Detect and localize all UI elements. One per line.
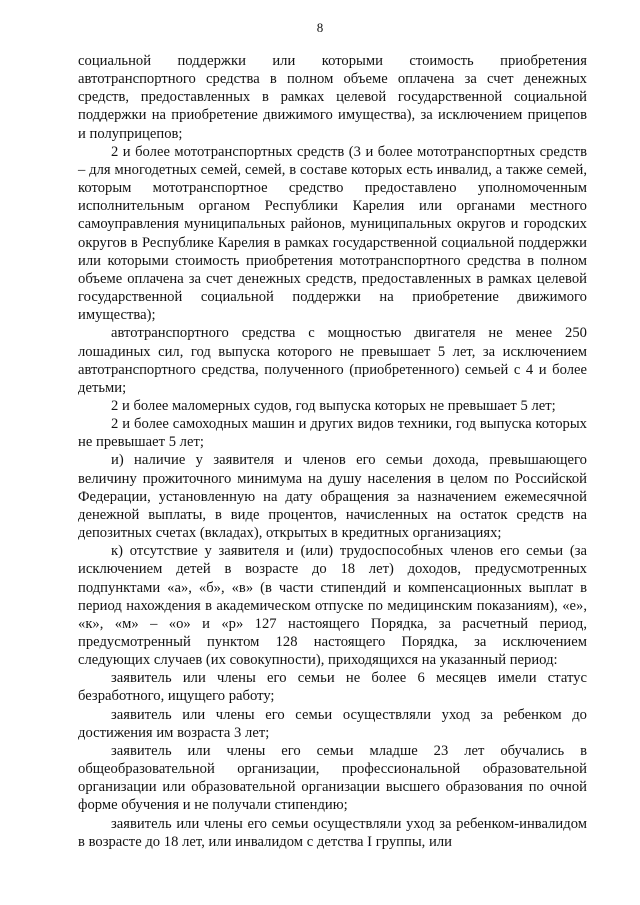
paragraph-self-propelled-machines: 2 и более самоходных машин и других видов техники, год выпуска которых не превышает 5 лет; [78,416,587,451]
paragraph-item-k: к) отсутствие у заявителя и (или) трудоспособных членов его семьи (за исключением детей в возрасте до 18 лет) доходов, предусмотренных подпунктами «а», «б», «в» (в части стипендий и компенсационных выплат в период нахождения в академическом отпуске по медицинским показаниям), «е», «к», «м» – «о» и «р» 127 настоящего Порядка, за расчетный период, предусмотренный пунктом 128 настоящего Порядка, за исключением следующих случаев (их совокупности), приходящихся на указанный период: [78,543,587,669]
paragraph-disabled-care: заявитель или члены его семьи осуществляли уход за ребенком-инвалидом в возрасте до 18 лет, или инвалидом с детства I группы, или [78,815,587,850]
paragraph-item-i: и) наличие у заявителя и членов его семьи дохода, превышающего величину прожиточного минимума на душу населения в целом по Российской Федерации, установленную на дату обращения за назначением ежемесячной денежной выплаты, в виде процентов, начисленных на остаток средств на депозитных счетах (вкладах), открытых в кредитных организациях; [78,452,587,542]
body-text [78,52,587,851]
paragraph-small-vessels: 2 и более маломерных судов, год выпуска которых не превышает 5 лет; [111,397,556,414]
paragraph-engine-power: автотранспортного средства с мощностью двигателя не менее 250 лошадиных сил, год выпуска которого не превышает 5 лет, за исключением автотранспортного средства, полученного (приобретенного) семьей с 4 и более детьми; [78,325,587,396]
paragraph-continuation: социальной поддержки или которыми стоимость приобретения автотранспортного средства в полном объеме оплачена за счет денежных средств, предоставленных в рамках целевой государственной социальной поддержки на приобретение движимого имущества), за исключением прицепов и полуприцепов; [78,53,587,142]
paragraph-child-care: заявитель или члены его семьи осуществляли уход за ребенком до достижения им возраста 3 лет; [78,706,587,741]
paragraph-unemployed: заявитель или члены его семьи не более 6 месяцев имели статус безработного, ищущего работу; [78,670,587,705]
paragraph-motor-vehicles: 2 и более мототранспортных средств (3 и более мототранспортных средств – для многодетных семей, семей, в составе которых есть инвалид, а также семей, которым мототранспортное средство предоставлено уполномоченным исполнительным органом Республики Карелия или органами местного самоуправления муниципальных районов, муниципальных округов и городских округов в Республике Карелия в рамках государственной социальной поддержки или которыми стоимость приобретения мототранспортного средства в полном объеме оплачена за счет денежных средств, предоставленных в рамках целевой государственной социальной поддержки на приобретение движимого имущества); [78,143,587,324]
page-number: 8 [316,20,324,35]
paragraph-full-time-study: заявитель или члены его семьи младше 23 лет обучались в общеобразовательной организации, профессиональной образовательной организации или образовательной организации высшего образования по очной форме обучения и не получали стипендию; [78,742,587,814]
